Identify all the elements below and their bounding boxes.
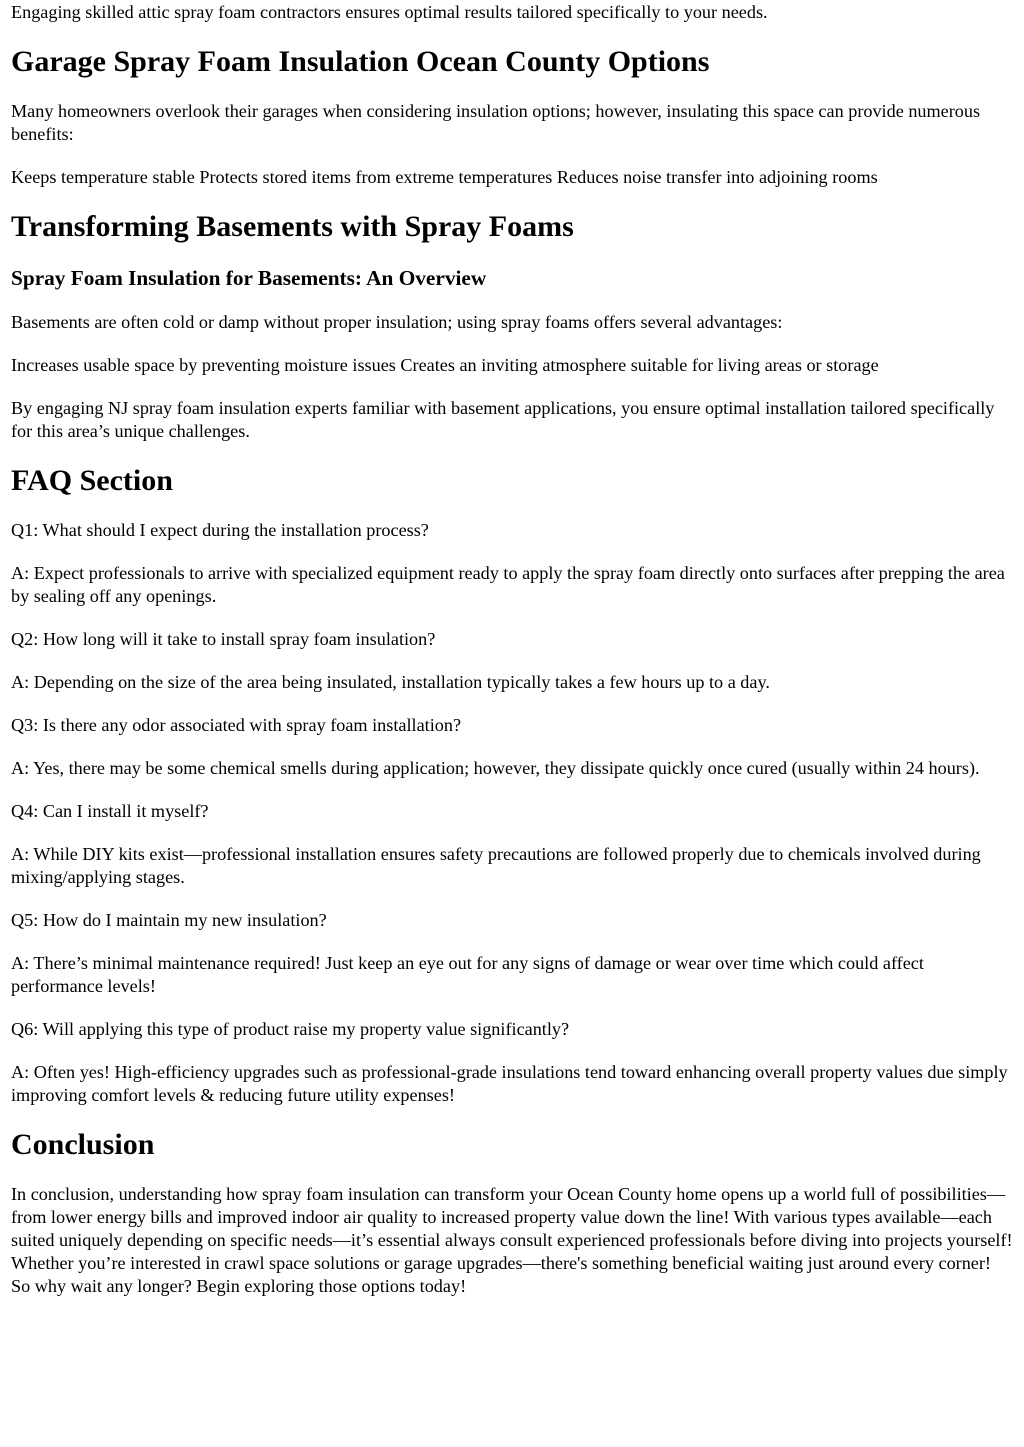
faq-question: Q2: How long will it take to install spray foam insulation? [11,629,436,649]
basements-paragraph-2: Increases usable space by preventing moisture issues Creates an inviting atmosphere suitable for living areas or storage [11,355,879,375]
article-body [0,1,1024,1298]
garage-heading: Garage Spray Foam Insulation Ocean County Options [11,45,710,78]
faq-question: Q6: Will applying this type of product raise my property value significantly? [11,1019,570,1039]
garage-paragraph-2: Keeps temperature stable Protects stored items from extreme temperatures Reduces noise transfer into adjoining rooms [11,167,878,187]
faq-answer: A: Depending on the size of the area being insulated, installation typically takes a few hours up to a day. [11,672,770,692]
basements-paragraph-1: Basements are often cold or damp without proper insulation; using spray foams offers several advantages: [11,312,783,332]
conclusion-paragraph: In conclusion, understanding how spray foam insulation can transform your Ocean County home opens up a world full of possibilities—from lower energy bills and improved indoor air quality to increased property value down the line! With various types available—each suited uniquely depending on specific needs—it’s essential always consult experienced professionals before diving into projects yourself! Whether you’re interested in crawl space solutions or garage upgrades—there's something beneficial waiting just around every corner! So why wait any longer? Begin exploring those options today! [11,1184,1013,1296]
faq-heading: FAQ Section [11,464,173,497]
garage-paragraph-1: Many homeowners overlook their garages when considering insulation options; however, insulating this space can provide numerous benefits: [11,101,981,144]
faq-question: Q4: Can I install it myself? [11,801,209,821]
conclusion-heading: Conclusion [11,1128,155,1161]
faq-answer: A: While DIY kits exist—professional installation ensures safety precautions are followed properly due to chemicals involved during mixing/applying stages. [11,844,981,887]
basements-heading: Transforming Basements with Spray Foams [11,210,574,243]
faq-question: Q5: How do I maintain my new insulation? [11,910,327,930]
faq-question: Q1: What should I expect during the installation process? [11,520,429,540]
faq-answer: A: Expect professionals to arrive with specialized equipment ready to apply the spray foam directly onto surfaces after prepping the area by sealing off any openings. [11,563,1005,606]
faq-question: Q3: Is there any odor associated with spray foam installation? [11,715,462,735]
basements-paragraph-3: By engaging NJ spray foam insulation experts familiar with basement applications, you ensure optimal installation tailored specifically for this area’s unique challenges. [11,398,995,441]
faq-answer: A: Often yes! High-efficiency upgrades such as professional-grade insulations tend toward enhancing overall property values due simply improving comfort levels & reducing future utility expenses! [11,1062,1008,1105]
faq-answer: A: There’s minimal maintenance required! Just keep an eye out for any signs of damage or wear over time which could affect performance levels! [11,953,924,996]
basements-subheading: Spray Foam Insulation for Basements: An Overview [11,266,487,290]
intro-paragraph: Engaging skilled attic spray foam contractors ensures optimal results tailored specifically to your needs. [11,2,768,22]
faq-answer: A: Yes, there may be some chemical smells during application; however, they dissipate quickly once cured (usually within 24 hours). [11,758,980,778]
